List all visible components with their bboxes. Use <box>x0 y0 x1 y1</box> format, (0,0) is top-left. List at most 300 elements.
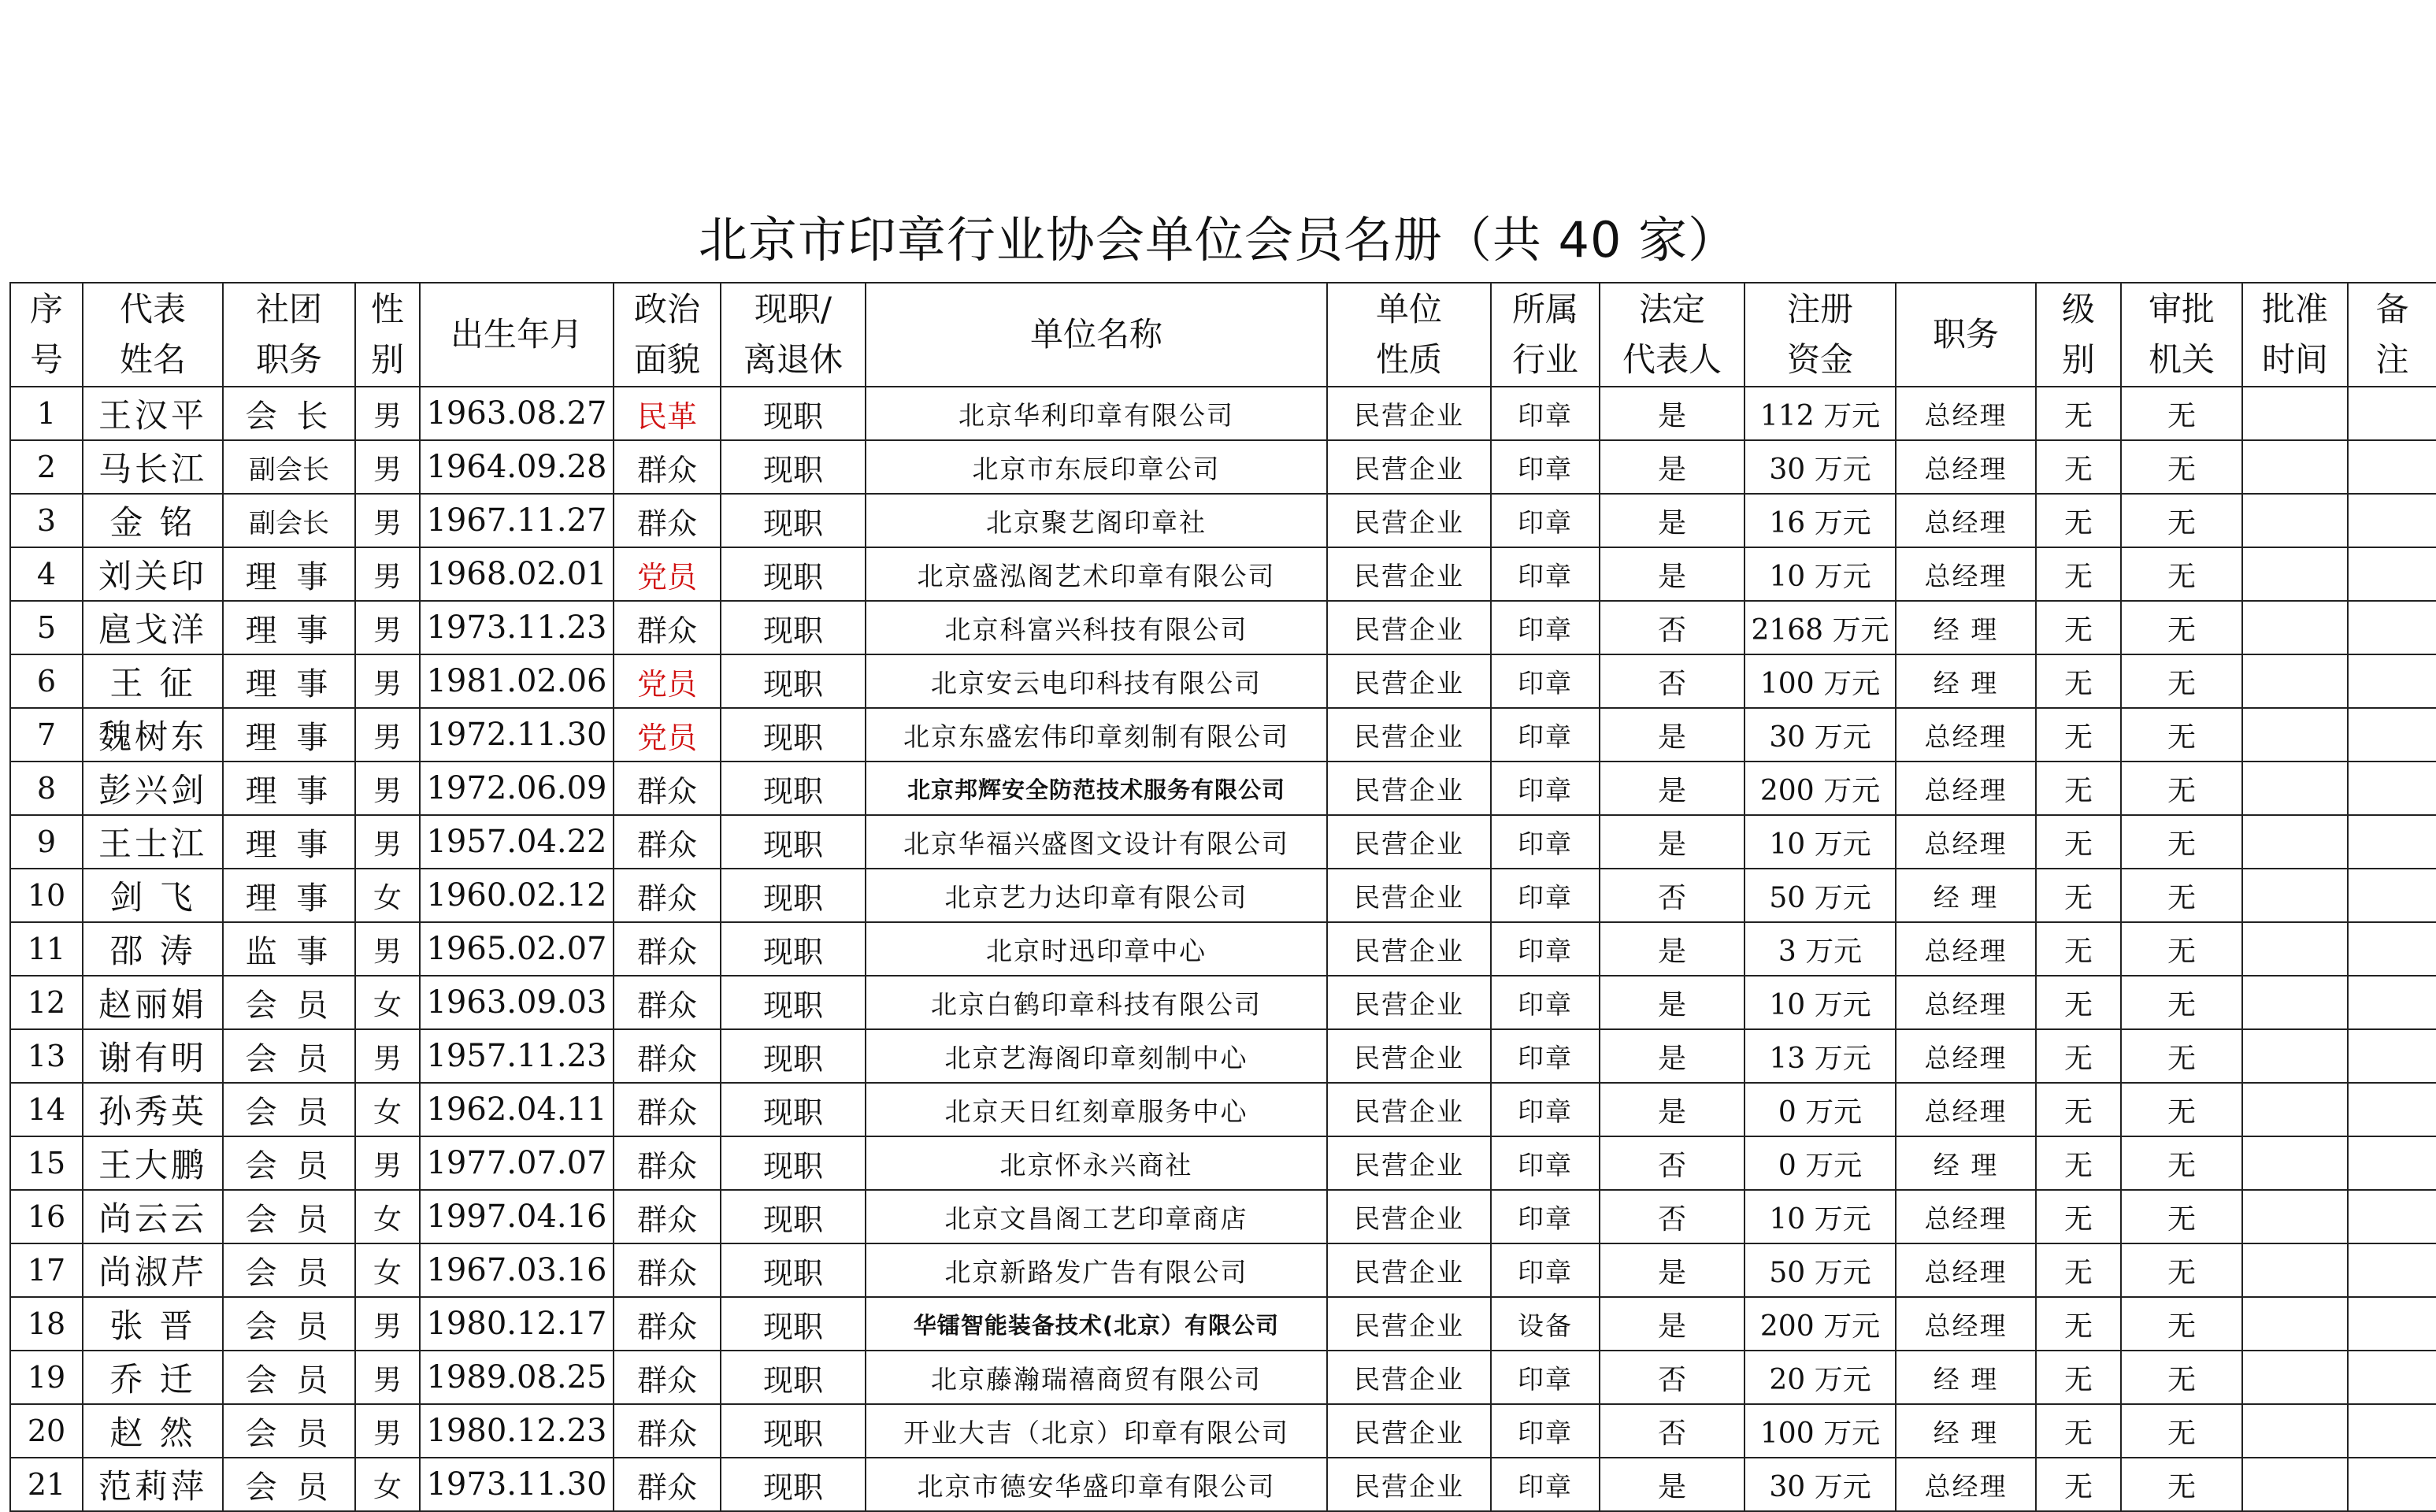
political-status-cell: 群众 <box>614 922 721 976</box>
gender-cell: 男 <box>355 440 420 494</box>
header-line-bottom: 性质 <box>1375 340 1442 379</box>
table-row <box>10 1297 2436 1351</box>
birth-date-cell: 1968.02.01 <box>420 547 614 601</box>
position-cell: 总经理 <box>1896 1243 2036 1297</box>
rep-name-cell: 王 征 <box>83 654 223 708</box>
row-index-cell: 13 <box>10 1029 83 1083</box>
gender-cell: 女 <box>355 1243 420 1297</box>
birth-date-cell: 1967.11.27 <box>420 494 614 547</box>
approval-authority-cell: 无 <box>2121 1458 2242 1511</box>
remarks-cell <box>2348 1351 2436 1404</box>
birth-date-cell: 1964.09.28 <box>420 440 614 494</box>
org-type-cell: 民营企业 <box>1327 1243 1491 1297</box>
political-status-cell: 群众 <box>614 494 721 547</box>
rep-name-cell: 尚淑芹 <box>83 1243 223 1297</box>
approval-authority-cell: 无 <box>2121 976 2242 1029</box>
registered-capital-cell: 30 万元 <box>1745 708 1896 762</box>
header-line-bottom: 注 <box>2375 340 2409 379</box>
approval-date-cell <box>2242 547 2348 601</box>
approval-date-cell <box>2242 387 2348 440</box>
approval-authority-cell: 无 <box>2121 654 2242 708</box>
employment-status-cell: 现职 <box>721 440 866 494</box>
header-line-top: 政治 <box>633 290 700 328</box>
legal-rep-cell: 是 <box>1600 762 1745 815</box>
registered-capital-cell: 100 万元 <box>1745 654 1896 708</box>
employment-status-cell: 现职 <box>721 922 866 976</box>
col-employment-status-header <box>721 283 866 387</box>
assoc-role-cell: 会 员 <box>223 1458 355 1511</box>
approval-authority-cell: 无 <box>2121 762 2242 815</box>
registered-capital-cell: 10 万元 <box>1745 1190 1896 1243</box>
gender-cell: 男 <box>355 708 420 762</box>
position-cell: 总经理 <box>1896 547 2036 601</box>
gender-cell: 男 <box>355 815 420 869</box>
org-type-cell: 民营企业 <box>1327 601 1491 654</box>
header-line-top: 单位 <box>1375 290 1442 328</box>
gender-cell: 男 <box>355 1404 420 1458</box>
org-type-cell: 民营企业 <box>1327 1190 1491 1243</box>
level-cell: 无 <box>2036 601 2121 654</box>
approval-date-cell <box>2242 762 2348 815</box>
col-registered-capital-header <box>1745 283 1896 387</box>
registered-capital-cell: 20 万元 <box>1745 1351 1896 1404</box>
remarks-cell <box>2348 654 2436 708</box>
level-cell: 无 <box>2036 762 2121 815</box>
col-political-status-header <box>614 283 721 387</box>
org-name-cell: 华镭智能装备技术(北京）有限公司 <box>866 1297 1327 1351</box>
org-type-cell: 民营企业 <box>1327 1083 1491 1136</box>
industry-cell: 印章 <box>1491 440 1600 494</box>
position-cell: 总经理 <box>1896 1458 2036 1511</box>
registered-capital-cell: 200 万元 <box>1745 762 1896 815</box>
employment-status-cell: 现职 <box>721 1243 866 1297</box>
position-cell: 总经理 <box>1896 762 2036 815</box>
political-status-cell: 群众 <box>614 1190 721 1243</box>
level-cell: 无 <box>2036 387 2121 440</box>
row-index-cell: 20 <box>10 1404 83 1458</box>
political-status-cell: 群众 <box>614 1404 721 1458</box>
birth-date-cell: 1980.12.17 <box>420 1297 614 1351</box>
industry-cell: 印章 <box>1491 1029 1600 1083</box>
header-line-bottom: 机关 <box>2148 340 2215 379</box>
table-row <box>10 869 2436 922</box>
rep-name-cell: 范莉萍 <box>83 1458 223 1511</box>
position-cell: 总经理 <box>1896 708 2036 762</box>
org-name-cell: 北京艺力达印章有限公司 <box>866 869 1327 922</box>
remarks-cell <box>2348 1243 2436 1297</box>
gender-cell: 女 <box>355 869 420 922</box>
industry-cell: 印章 <box>1491 1243 1600 1297</box>
employment-status-cell: 现职 <box>721 1029 866 1083</box>
industry-cell: 印章 <box>1491 815 1600 869</box>
employment-status-cell: 现职 <box>721 494 866 547</box>
col-industry-header <box>1491 283 1600 387</box>
header-line-top: 注册 <box>1786 290 1853 328</box>
row-index-cell: 15 <box>10 1136 83 1190</box>
legal-rep-cell: 是 <box>1600 922 1745 976</box>
gender-cell: 男 <box>355 387 420 440</box>
org-name-cell: 北京怀永兴商社 <box>866 1136 1327 1190</box>
registered-capital-cell: 112 万元 <box>1745 387 1896 440</box>
header-line-top: 所属 <box>1511 290 1578 328</box>
rep-name-cell: 尚云云 <box>83 1190 223 1243</box>
header-line-top: 法定 <box>1638 290 1705 328</box>
political-status-cell: 党员 <box>614 708 721 762</box>
employment-status-cell: 现职 <box>721 654 866 708</box>
remarks-cell <box>2348 869 2436 922</box>
approval-authority-cell: 无 <box>2121 1351 2242 1404</box>
org-type-cell: 民营企业 <box>1327 1404 1491 1458</box>
assoc-role-cell: 理 事 <box>223 815 355 869</box>
birth-date-cell: 1960.02.12 <box>420 869 614 922</box>
level-cell: 无 <box>2036 1029 2121 1083</box>
table-row <box>10 654 2436 708</box>
row-index-cell: 14 <box>10 1083 83 1136</box>
assoc-role-cell: 理 事 <box>223 762 355 815</box>
approval-authority-cell: 无 <box>2121 1083 2242 1136</box>
rep-name-cell: 剑 飞 <box>83 869 223 922</box>
level-cell: 无 <box>2036 494 2121 547</box>
org-name-cell: 北京市德安华盛印章有限公司 <box>866 1458 1327 1511</box>
employment-status-cell: 现职 <box>721 1404 866 1458</box>
org-name-cell: 北京文昌阁工艺印章商店 <box>866 1190 1327 1243</box>
header-line-top: 现职/ <box>754 290 832 328</box>
table-header <box>10 283 2436 387</box>
header-line-top: 批准 <box>2261 290 2328 328</box>
legal-rep-cell: 是 <box>1600 1458 1745 1511</box>
remarks-cell <box>2348 708 2436 762</box>
row-index-cell: 8 <box>10 762 83 815</box>
approval-authority-cell: 无 <box>2121 1136 2242 1190</box>
row-index-cell: 11 <box>10 922 83 976</box>
level-cell: 无 <box>2036 815 2121 869</box>
position-cell: 总经理 <box>1896 1190 2036 1243</box>
org-type-cell: 民营企业 <box>1327 708 1491 762</box>
assoc-role-cell: 副会长 <box>223 440 355 494</box>
org-name-cell: 北京华福兴盛图文设计有限公司 <box>866 815 1327 869</box>
legal-rep-cell: 否 <box>1600 1190 1745 1243</box>
position-cell: 总经理 <box>1896 976 2036 1029</box>
position-cell: 经 理 <box>1896 1351 2036 1404</box>
gender-cell: 男 <box>355 1297 420 1351</box>
row-index-cell: 2 <box>10 440 83 494</box>
approval-authority-cell: 无 <box>2121 1190 2242 1243</box>
assoc-role-cell: 理 事 <box>223 547 355 601</box>
rep-name-cell: 扈戈洋 <box>83 601 223 654</box>
political-status-cell: 群众 <box>614 976 721 1029</box>
employment-status-cell: 现职 <box>721 547 866 601</box>
level-cell: 无 <box>2036 1458 2121 1511</box>
birth-date-cell: 1963.09.03 <box>420 976 614 1029</box>
org-type-cell: 民营企业 <box>1327 387 1491 440</box>
registered-capital-cell: 30 万元 <box>1745 1458 1896 1511</box>
approval-date-cell <box>2242 708 2348 762</box>
position-cell: 总经理 <box>1896 1083 2036 1136</box>
political-status-cell: 群众 <box>614 601 721 654</box>
position-cell: 总经理 <box>1896 440 2036 494</box>
registered-capital-cell: 0 万元 <box>1745 1083 1896 1136</box>
registered-capital-cell: 10 万元 <box>1745 547 1896 601</box>
registered-capital-cell: 3 万元 <box>1745 922 1896 976</box>
industry-cell: 印章 <box>1491 762 1600 815</box>
org-name-cell: 北京盛泓阁艺术印章有限公司 <box>866 547 1327 601</box>
legal-rep-cell: 是 <box>1600 440 1745 494</box>
birth-date-cell: 1957.11.23 <box>420 1029 614 1083</box>
registered-capital-cell: 10 万元 <box>1745 976 1896 1029</box>
rep-name-cell: 乔 迁 <box>83 1351 223 1404</box>
remarks-cell <box>2348 922 2436 976</box>
header-line-top: 级 <box>2061 290 2095 328</box>
birth-date-cell: 1972.06.09 <box>420 762 614 815</box>
table-row <box>10 976 2436 1029</box>
header-line-bottom: 行业 <box>1511 340 1578 379</box>
org-name-cell: 北京市东辰印章公司 <box>866 440 1327 494</box>
table-row <box>10 1458 2436 1511</box>
assoc-role-cell: 监 事 <box>223 922 355 976</box>
industry-cell: 印章 <box>1491 869 1600 922</box>
industry-cell: 印章 <box>1491 1458 1600 1511</box>
row-index-cell: 10 <box>10 869 83 922</box>
org-name-cell: 北京东盛宏伟印章刻制有限公司 <box>866 708 1327 762</box>
rep-name-cell: 刘关印 <box>83 547 223 601</box>
gender-cell: 男 <box>355 601 420 654</box>
birth-date-cell: 1997.04.16 <box>420 1190 614 1243</box>
gender-cell: 女 <box>355 976 420 1029</box>
approval-date-cell <box>2242 1458 2348 1511</box>
remarks-cell <box>2348 601 2436 654</box>
legal-rep-cell: 否 <box>1600 1351 1745 1404</box>
org-type-cell: 民营企业 <box>1327 1458 1491 1511</box>
approval-date-cell <box>2242 922 2348 976</box>
header-line-bottom: 面貌 <box>633 340 700 379</box>
rep-name-cell: 魏树东 <box>83 708 223 762</box>
remarks-cell <box>2348 494 2436 547</box>
table-row <box>10 1243 2436 1297</box>
position-cell: 总经理 <box>1896 1029 2036 1083</box>
legal-rep-cell: 是 <box>1600 1029 1745 1083</box>
table-row <box>10 1083 2436 1136</box>
col-position-header <box>1896 283 2036 387</box>
gender-cell: 男 <box>355 654 420 708</box>
row-index-cell: 1 <box>10 387 83 440</box>
org-name-cell: 北京艺海阁印章刻制中心 <box>866 1029 1327 1083</box>
header-line-bottom: 资金 <box>1786 340 1853 379</box>
member-table <box>9 282 2436 1512</box>
col-legal-rep-header <box>1600 283 1745 387</box>
industry-cell: 印章 <box>1491 976 1600 1029</box>
table-row <box>10 762 2436 815</box>
header-line-bottom: 号 <box>29 340 63 379</box>
political-status-cell: 群众 <box>614 1351 721 1404</box>
row-index-cell: 18 <box>10 1297 83 1351</box>
approval-authority-cell: 无 <box>2121 601 2242 654</box>
level-cell: 无 <box>2036 976 2121 1029</box>
rep-name-cell: 彭兴剑 <box>83 762 223 815</box>
industry-cell: 印章 <box>1491 1404 1600 1458</box>
gender-cell: 女 <box>355 1083 420 1136</box>
remarks-cell <box>2348 1029 2436 1083</box>
rep-name-cell: 赵 然 <box>83 1404 223 1458</box>
approval-date-cell <box>2242 601 2348 654</box>
political-status-cell: 群众 <box>614 440 721 494</box>
birth-date-cell: 1972.11.30 <box>420 708 614 762</box>
header-line-bottom: 时间 <box>2261 340 2328 379</box>
org-name-cell: 北京藤瀚瑞禧商贸有限公司 <box>866 1351 1327 1404</box>
remarks-cell <box>2348 1190 2436 1243</box>
employment-status-cell: 现职 <box>721 976 866 1029</box>
position-cell: 总经理 <box>1896 815 2036 869</box>
remarks-cell <box>2348 1404 2436 1458</box>
approval-authority-cell: 无 <box>2121 387 2242 440</box>
remarks-cell <box>2348 440 2436 494</box>
assoc-role-cell: 会 员 <box>223 1351 355 1404</box>
level-cell: 无 <box>2036 1351 2121 1404</box>
table-row <box>10 1136 2436 1190</box>
employment-status-cell: 现职 <box>721 387 866 440</box>
assoc-role-cell: 理 事 <box>223 601 355 654</box>
header-line-bottom: 代表人 <box>1622 340 1722 379</box>
org-type-cell: 民营企业 <box>1327 1029 1491 1083</box>
industry-cell: 印章 <box>1491 708 1600 762</box>
legal-rep-cell: 是 <box>1600 494 1745 547</box>
registered-capital-cell: 100 万元 <box>1745 1404 1896 1458</box>
legal-rep-cell: 否 <box>1600 869 1745 922</box>
approval-authority-cell: 无 <box>2121 547 2242 601</box>
employment-status-cell: 现职 <box>721 1458 866 1511</box>
political-status-cell: 党员 <box>614 654 721 708</box>
birth-date-cell: 1980.12.23 <box>420 1404 614 1458</box>
legal-rep-cell: 是 <box>1600 976 1745 1029</box>
remarks-cell <box>2348 1083 2436 1136</box>
registered-capital-cell: 50 万元 <box>1745 869 1896 922</box>
employment-status-cell: 现职 <box>721 708 866 762</box>
level-cell: 无 <box>2036 654 2121 708</box>
registered-capital-cell: 0 万元 <box>1745 1136 1896 1190</box>
level-cell: 无 <box>2036 1190 2121 1243</box>
org-type-cell: 民营企业 <box>1327 654 1491 708</box>
industry-cell: 印章 <box>1491 922 1600 976</box>
approval-date-cell <box>2242 1083 2348 1136</box>
assoc-role-cell: 会 员 <box>223 976 355 1029</box>
org-name-cell: 北京白鹤印章科技有限公司 <box>866 976 1327 1029</box>
assoc-role-cell: 会 员 <box>223 1297 355 1351</box>
col-birth-date-header <box>420 283 614 387</box>
approval-authority-cell: 无 <box>2121 1297 2242 1351</box>
political-status-cell: 党员 <box>614 547 721 601</box>
gender-cell: 男 <box>355 1351 420 1404</box>
row-index-cell: 16 <box>10 1190 83 1243</box>
legal-rep-cell: 是 <box>1600 1297 1745 1351</box>
table-row <box>10 547 2436 601</box>
assoc-role-cell: 会 员 <box>223 1243 355 1297</box>
org-name-cell: 北京科富兴科技有限公司 <box>866 601 1327 654</box>
table-row <box>10 708 2436 762</box>
level-cell: 无 <box>2036 440 2121 494</box>
registered-capital-cell: 30 万元 <box>1745 440 1896 494</box>
approval-date-cell <box>2242 1297 2348 1351</box>
employment-status-cell: 现职 <box>721 815 866 869</box>
row-index-cell: 12 <box>10 976 83 1029</box>
birth-date-cell: 1973.11.23 <box>420 601 614 654</box>
page-title: 北京市印章行业协会单位会员名册（共 40 家） <box>698 211 1738 269</box>
level-cell: 无 <box>2036 708 2121 762</box>
row-index-cell: 3 <box>10 494 83 547</box>
row-index-cell: 21 <box>10 1458 83 1511</box>
remarks-cell <box>2348 815 2436 869</box>
assoc-role-cell: 会 长 <box>223 387 355 440</box>
org-type-cell: 民营企业 <box>1327 494 1491 547</box>
gender-cell: 女 <box>355 1458 420 1511</box>
assoc-role-cell: 副会长 <box>223 494 355 547</box>
level-cell: 无 <box>2036 1136 2121 1190</box>
rep-name-cell: 赵丽娟 <box>83 976 223 1029</box>
level-cell: 无 <box>2036 869 2121 922</box>
table-row <box>10 815 2436 869</box>
org-type-cell: 民营企业 <box>1327 922 1491 976</box>
table-row <box>10 387 2436 440</box>
approval-date-cell <box>2242 494 2348 547</box>
org-name-cell: 北京邦辉安全防范技术服务有限公司 <box>866 762 1327 815</box>
remarks-cell <box>2348 1458 2436 1511</box>
row-index-cell: 9 <box>10 815 83 869</box>
employment-status-cell: 现职 <box>721 1351 866 1404</box>
org-name-cell: 北京新路发广告有限公司 <box>866 1243 1327 1297</box>
approval-date-cell <box>2242 1351 2348 1404</box>
remarks-cell <box>2348 1136 2436 1190</box>
legal-rep-cell: 否 <box>1600 654 1745 708</box>
header-line-bottom: 姓名 <box>119 340 186 379</box>
registered-capital-cell: 200 万元 <box>1745 1297 1896 1351</box>
header-line-top: 审批 <box>2148 290 2215 328</box>
header-line-top: 社团 <box>255 290 322 328</box>
org-name-cell: 北京安云电印科技有限公司 <box>866 654 1327 708</box>
header-line-top: 单位名称 <box>1029 315 1162 354</box>
header-line-top: 备 <box>2375 290 2409 328</box>
approval-date-cell <box>2242 869 2348 922</box>
col-level-header <box>2036 283 2121 387</box>
legal-rep-cell: 是 <box>1600 1083 1745 1136</box>
legal-rep-cell: 是 <box>1600 547 1745 601</box>
position-cell: 经 理 <box>1896 869 2036 922</box>
approval-date-cell <box>2242 815 2348 869</box>
header-line-top: 代表 <box>119 290 186 328</box>
legal-rep-cell: 否 <box>1600 601 1745 654</box>
col-assoc-role-header <box>223 283 355 387</box>
approval-authority-cell: 无 <box>2121 815 2242 869</box>
rep-name-cell: 马长江 <box>83 440 223 494</box>
position-cell: 总经理 <box>1896 387 2036 440</box>
gender-cell: 男 <box>355 1029 420 1083</box>
birth-date-cell: 1957.04.22 <box>420 815 614 869</box>
header-line-bottom: 别 <box>370 340 404 379</box>
header-line-top: 性 <box>370 290 404 328</box>
rep-name-cell: 王汉平 <box>83 387 223 440</box>
registered-capital-cell: 13 万元 <box>1745 1029 1896 1083</box>
remarks-cell <box>2348 547 2436 601</box>
approval-authority-cell: 无 <box>2121 440 2242 494</box>
registered-capital-cell: 16 万元 <box>1745 494 1896 547</box>
approval-authority-cell: 无 <box>2121 1404 2242 1458</box>
col-remarks-header <box>2348 283 2436 387</box>
industry-cell: 印章 <box>1491 601 1600 654</box>
birth-date-cell: 1977.07.07 <box>420 1136 614 1190</box>
row-index-cell: 19 <box>10 1351 83 1404</box>
position-cell: 总经理 <box>1896 922 2036 976</box>
employment-status-cell: 现职 <box>721 1297 866 1351</box>
col-approval-date-header <box>2242 283 2348 387</box>
position-cell: 经 理 <box>1896 654 2036 708</box>
remarks-cell <box>2348 1297 2436 1351</box>
